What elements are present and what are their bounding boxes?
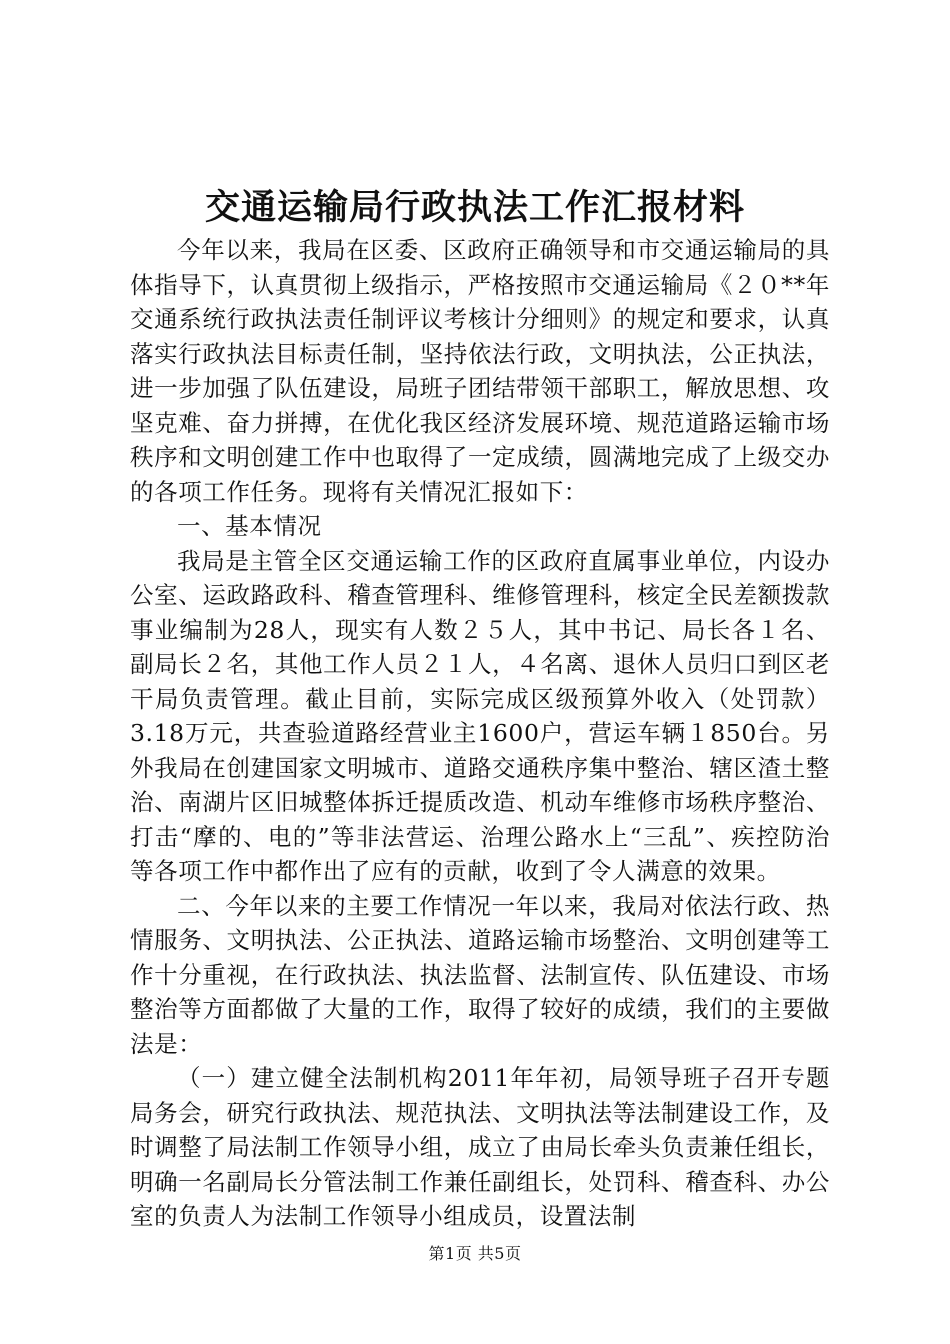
basic-situation-paragraph: 我局是主管全区交通运输工作的区政府直属事业单位，内设办公室、运政路政科、稽查管理科、维修管理科，核定全民差额拨款事业编制为28人，现实有人数２５人，其中书记、局长各１名、副局长２名，其他工作人员２１人，４名离、退休人员归口到区老干局负责管理。截止目前，实际完成区级预算外收入（处罚款）3.18万元，共查验道路经营业主1600户，营运车辆１850台。另外我局在创建国家文明城市、道路交通秩序集中整治、辖区渣土整治、南湖片区旧城整体拆迁提质改造、机动车维修市场秩序整治、打击“摩的、电的”等非法营运、治理公路水上“三乱”、疾控防治等各项工作中都作出了应有的贡献，收到了令人满意的效果。 bbox=[130, 546, 830, 885]
page-number-footer: 第1页 共5页 bbox=[428, 1244, 522, 1263]
page-title: 交通运输局行政执法工作汇报材料 bbox=[204, 187, 745, 228]
main-work-paragraph: 二、今年以来的主要工作情况一年以来，我局对依法行政、热情服务、文明执法、公正执法、道路运输市场整治、文明创建等工作十分重视，在行政执法、执法监督、法制宣传、队伍建设、市场整治等方面都做了大量的工作，取得了较好的成绩，我们的主要做法是： bbox=[130, 891, 830, 1058]
legal-institution-paragraph: （一）建立健全法制机构2011年年初，局领导班子召开专题局务会，研究行政执法、规范执法、文明执法等法制建设工作，及时调整了局法制工作领导小组，成立了由局长牵头负责兼任组长，明确一名副局长分管法制工作兼任副组长，处罚科、稽查科、办公室的负责人为法制工作领导小组成员，设置法制 bbox=[130, 1064, 830, 1230]
intro-paragraph: 今年以来，我局在区委、区政府正确领导和市交通运输局的具体指导下，认真贯彻上级指示，严格按照市交通运输局《２０**年交通系统行政执法责任制评议考核计分细则》的规定和要求，认真落实行政执法目标责任制，坚持依法行政，文明执法，公正执法，进一步加强了队伍建设，局班子团结带领干部职工，解放思想、攻坚克难、奋力拼搏，在优化我区经济发展环境、规范道路运输市场秩序和文明创建工作中也取得了一定成绩，圆满地完成了上级交办的各项工作任务。现将有关情况汇报如下： bbox=[130, 236, 830, 506]
document-body bbox=[130, 233, 830, 1234]
section-heading-basic-situation: 一、基本情况 bbox=[177, 512, 322, 540]
